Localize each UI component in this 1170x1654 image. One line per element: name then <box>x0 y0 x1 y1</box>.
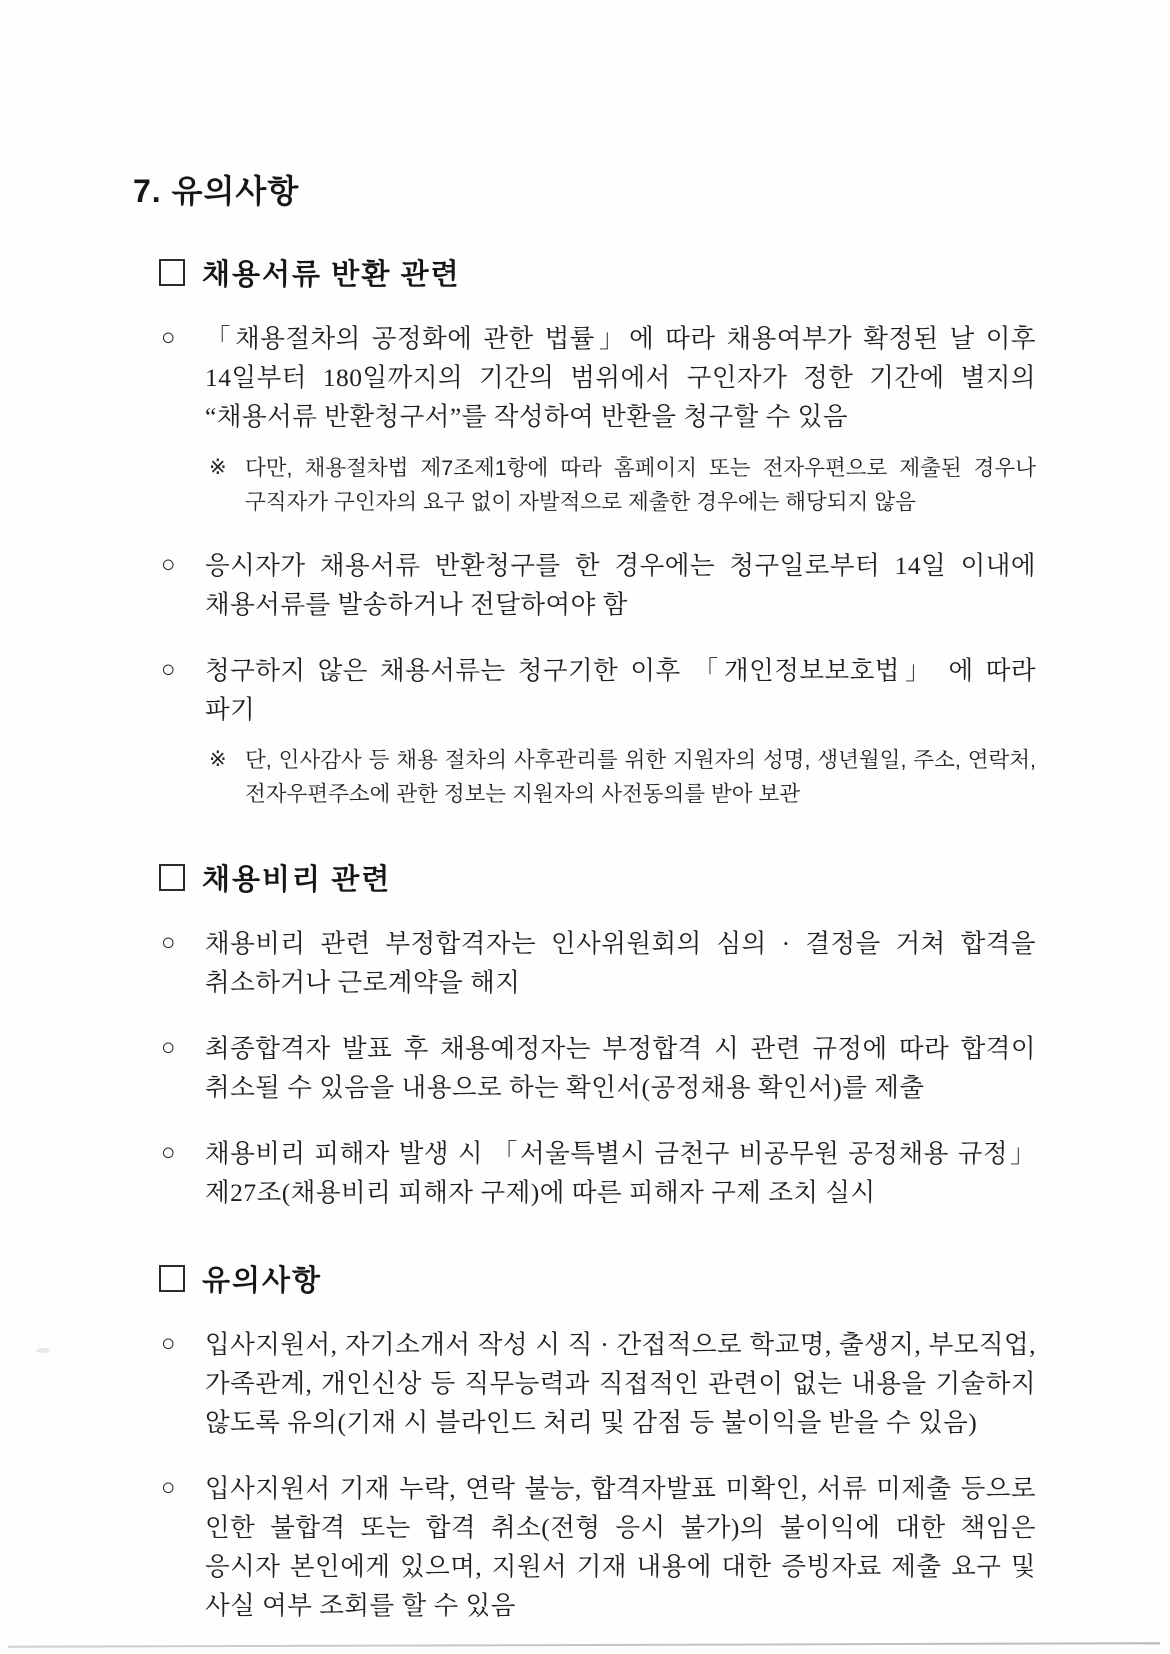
paragraph-text: 입사지원서 기재 누락, 연락 불능, 합격자발표 미확인, 서류 미제출 등으로 인한 불합격 또는 합격 취소(전형 응시 불가)의 불이익에 대한 책임은 응시자 본인에게 있으며, 지원서 기재 내용에 대한 증빙자료 제출 요구 및 사실 여부 조회를 할 수 있음 <box>205 1474 1036 1620</box>
note-item <box>209 743 1036 811</box>
circle-bullet-icon: ○ <box>161 1331 176 1357</box>
circle-bullet-icon: ○ <box>161 1035 176 1061</box>
bullet-item <box>161 1029 1036 1107</box>
section-heading <box>159 1258 1036 1299</box>
paragraph-text: 채용비리 피해자 발생 시 「서울특별시 금천구 비공무원 공정채용 규정」 제27조(채용비리 피해자 구제)에 따른 피해자 구제 조치 실시 <box>205 1139 1036 1207</box>
section-document-return <box>133 252 1036 811</box>
circle-bullet-icon: ○ <box>161 1475 176 1501</box>
square-bullet-icon <box>159 1265 185 1292</box>
section-precautions <box>133 1258 1036 1625</box>
bullet-item <box>161 1469 1036 1625</box>
circle-bullet-icon: ○ <box>161 325 176 351</box>
section-heading-text: 유의사항 <box>202 1265 323 1297</box>
note-text: 단, 인사감사 등 채용 절차의 사후관리를 위한 지원자의 성명, 생년월일, 주소, 연락처, 전자우편주소에 관한 정보는 지원자의 사전동의를 받아 보관 <box>245 748 1036 806</box>
bullet-item <box>161 924 1036 1002</box>
note-item <box>209 451 1036 519</box>
section-heading <box>159 252 1036 293</box>
section-heading-text: 채용비리 관련 <box>202 864 392 896</box>
circle-bullet-icon: ○ <box>161 930 176 956</box>
paragraph-text: 입사지원서, 자기소개서 작성 시 직 · 간접적으로 학교명, 출생지, 부모직업, 가족관계, 개인신상 등 직무능력과 직접적인 관련이 없는 내용을 기술하지 않도록 유의(기재 시 블라인드 처리 및 감점 등 불이익을 받을 수 있음) <box>205 1330 1036 1437</box>
paragraph-text: 응시자가 채용서류 반환청구를 한 경우에는 청구일로부터 14일 이내에 채용서류를 발송하거나 전달하여야 함 <box>205 551 1036 619</box>
reference-mark-icon: ※ <box>209 748 227 771</box>
bullet-item <box>161 546 1036 624</box>
bullet-item <box>161 1134 1036 1212</box>
bullet-item <box>161 1325 1036 1442</box>
bullet-item <box>161 651 1036 729</box>
scan-edge-line <box>8 1642 1160 1648</box>
section-recruitment-fraud <box>133 857 1036 1212</box>
scan-smudge-artifact <box>36 1348 50 1353</box>
note-text: 다만, 채용절차법 제7조제1항에 따라 홈페이지 또는 전자우편으로 제출된 경우나 구직자가 구인자의 요구 없이 자발적으로 제출한 경우에는 해당되지 않음 <box>245 456 1036 514</box>
square-bullet-icon <box>159 864 185 891</box>
circle-bullet-icon: ○ <box>161 657 176 683</box>
circle-bullet-icon: ○ <box>161 552 176 578</box>
paragraph-text: 「채용절차의 공정화에 관한 법률」에 따라 채용여부가 확정된 날 이후 14일부터 180일까지의 기간의 범위에서 구인자가 정한 기간에 별지의 “채용서류 반환청구서”를 작성하여 반환을 청구할 수 있음 <box>205 324 1036 431</box>
section-heading-text: 채용서류 반환 관련 <box>202 259 461 291</box>
paragraph-text: 청구하지 않은 채용서류는 청구기한 이후 「개인정보보호법」 에 따라 파기 <box>205 656 1036 724</box>
section-heading <box>159 857 1036 898</box>
square-bullet-icon <box>159 259 185 286</box>
bullet-item <box>161 319 1036 436</box>
circle-bullet-icon: ○ <box>161 1140 176 1166</box>
page-title: 7. 유의사항 <box>133 173 300 209</box>
paragraph-text: 채용비리 관련 부정합격자는 인사위원회의 심의 · 결정을 거쳐 합격을 취소하거나 근로계약을 해지 <box>205 929 1036 997</box>
paragraph-text: 최종합격자 발표 후 채용예정자는 부정합격 시 관련 규정에 따라 합격이 취소될 수 있음을 내용으로 하는 확인서(공정채용 확인서)를 제출 <box>205 1034 1036 1102</box>
reference-mark-icon: ※ <box>209 456 227 479</box>
